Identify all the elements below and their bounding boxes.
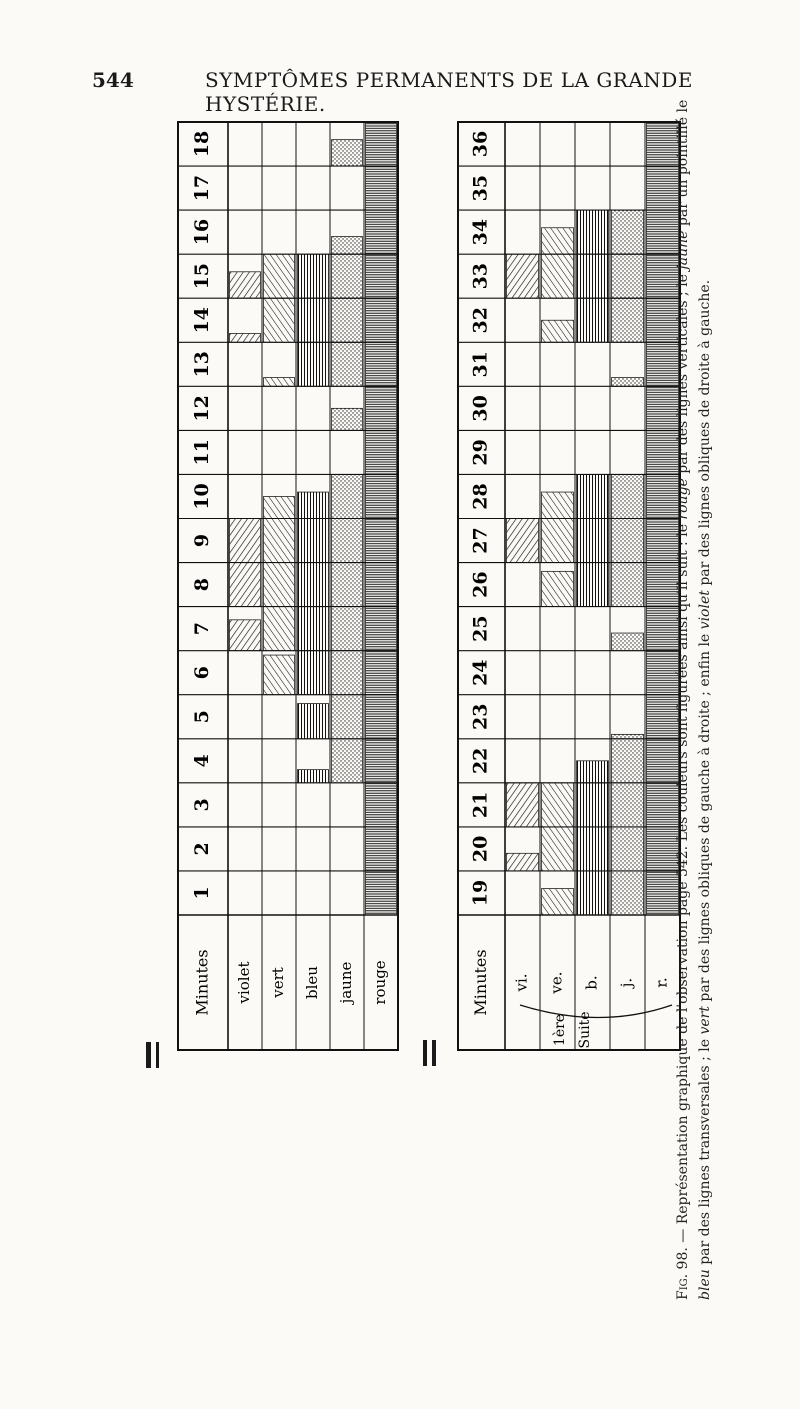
chart-ii-minute-22: 22 [469,747,492,775]
chart-i-fill-rouge-3 [366,783,397,827]
chart-ii-fill-bleu-33 [577,254,609,298]
chart-ii-fill-bleu-26 [577,563,609,607]
chart-i-minute-11: 11 [191,439,213,466]
chart-i-minute-9: 9 [191,533,213,548]
chart-ii-bracket-label-1: Suite [577,1011,593,1049]
chart-i-row-label-vert: vert [269,967,287,998]
caption-fig: Fig. 98. [675,1247,691,1300]
chart-i-fill-vert-13 [264,378,295,387]
chart-ii-minute-26: 26 [469,571,492,598]
chart-i-fill-rouge-2 [366,827,397,871]
chart-i-row-label-jaune: jaune [337,961,355,1004]
chart-ii-bracket [520,1005,672,1018]
chart-ii-fill-jaune-34 [612,210,644,254]
chart-i-fill-violet-8 [230,563,261,607]
chart-i-fill-bleu-9 [298,519,329,563]
chart-ii-minute-20: 20 [469,835,492,863]
chart-i-header-minutes: Minutes [192,949,212,1016]
chart-ii-fill-jaune-20 [612,827,644,871]
chart-ii-fill-jaune-26 [612,563,644,607]
chart-ii-fill-violet-21 [507,783,539,827]
chart-ii-fill-vert-19 [542,889,574,915]
chart-i-fill-bleu-14 [298,298,329,342]
chart-i-fill-bleu-6 [298,651,329,695]
chart-i-fill-jaune-14 [332,298,363,342]
chart-ii-fill-jaune-23 [612,734,644,738]
chart-i-fill-jaune-6 [332,651,363,695]
chart-ii-fill-vert-34 [542,228,574,254]
chart-ii [458,122,680,1050]
caption-jaune: jaune [675,230,691,270]
chart-i-minute-7: 7 [191,622,213,636]
chart-i-fill-bleu-7 [298,607,329,651]
caption-text-6: par des lignes obliques de droite à gauche. [697,279,713,591]
chart-i-minute-18: 18 [191,130,213,158]
chart-i-fill-jaune-4 [332,739,363,783]
chart-i-minute-2: 2 [191,842,213,856]
chart-ii-fill-bleu-22 [577,761,609,783]
chart-i-minute-3: 3 [191,798,213,812]
chart-i-fill-rouge-14 [366,298,397,342]
chart-ii-minute-33: 33 [469,262,492,290]
chart-ii-fill-bleu-32 [577,298,609,342]
caption-violet: violet [697,590,713,630]
caption-text-3: par un pointillé le [675,99,691,231]
chart-i-fill-vert-6 [264,655,295,695]
chart-i-fill-jaune-12 [332,408,363,430]
chart-i-fill-bleu-10 [298,492,329,518]
chart-i-fill-bleu-15 [298,254,329,298]
chart-i-fill-rouge-15 [366,254,397,298]
chart-ii-row-label-violet: vi. [512,973,531,992]
caption-text-2: par des lignes verticales ; le [675,269,691,479]
chart-ii-fill-jaune-25 [612,633,644,651]
chart-ii-fill-violet-27 [507,519,539,563]
chart-i-fill-rouge-8 [366,563,397,607]
chart-ii-fill-vert-33 [542,254,574,298]
chart-ii-row-label-rouge: r. [652,977,671,988]
chart-i-fill-bleu-8 [298,563,329,607]
chart-i-fill-vert-8 [264,563,295,607]
chart-i-row-label-bleu: bleu [303,966,321,999]
figure-caption [672,80,716,1300]
page-number: 544 [92,68,134,92]
chart-ii-fill-jaune-19 [612,871,644,915]
chart-i-minute-5: 5 [191,710,213,724]
caption-vert: vert [697,1006,713,1035]
chart-i-fill-vert-9 [264,519,295,563]
chart-i-fill-vert-14 [264,298,295,342]
chart-ii-fill-vert-32 [542,320,574,342]
chart-i-minute-1: 1 [191,886,213,900]
chart-ii-fill-vert-28 [542,492,574,518]
chart-ii-minute-28: 28 [469,483,492,510]
caption-text-4: par des lignes transversales ; le [697,1034,713,1270]
chart-i-fill-jaune-9 [332,519,363,563]
chart-i-fill-violet-7 [230,620,261,651]
chart-ii-row-label-vert: ve. [547,971,566,994]
chart-ii-fill-jaune-22 [612,739,644,783]
chart-ii-bracket-label-0: 1ère [552,1013,568,1047]
caption-rouge: rouge [675,478,691,520]
chart-i-fill-rouge-4 [366,739,397,783]
chart-i [178,122,398,1050]
chart-i-fill-bleu-5 [298,704,329,739]
chart-i-fill-rouge-5 [366,695,397,739]
chart-ii-fill-jaune-21 [612,783,644,827]
chart-i-fill-jaune-18 [332,140,363,166]
chart-ii-minute-30: 30 [469,395,492,422]
chart-ii-fill-jaune-28 [612,474,644,518]
chart-i-row-label-violet: violet [235,961,253,1004]
chart-ii-minute-24: 24 [469,659,492,686]
chart-ii-fill-violet-20 [507,853,539,871]
chart-i-fill-violet-9 [230,519,261,563]
chart-ii-fill-bleu-19 [577,871,609,915]
chart-i-fill-rouge-11 [366,430,397,474]
chart-i-fill-rouge-1 [366,871,397,915]
chart-i-minute-12: 12 [191,395,213,422]
chart-ii-fill-jaune-32 [612,298,644,342]
chart-i-fill-rouge-17 [366,166,397,210]
chart-i-fill-rouge-9 [366,519,397,563]
chart-i-fill-vert-10 [264,496,295,518]
chart-i-minute-14: 14 [191,307,213,334]
chart-i-fill-vert-7 [264,607,295,651]
chart-i-fill-jaune-10 [332,474,363,518]
chart-ii-fill-vert-20 [542,827,574,871]
chart-i-fill-jaune-8 [332,563,363,607]
chart-i-fill-bleu-13 [298,342,329,386]
chart-i-fill-rouge-12 [366,386,397,430]
chart-i-row-label-rouge: rouge [371,960,389,1005]
chart-i-fill-rouge-18 [366,122,397,166]
chart-ii-row-label-bleu: b. [582,975,601,990]
chart-i-fill-rouge-10 [366,474,397,518]
chart-i-fill-jaune-5 [332,695,363,739]
chart-ii-minute-34: 34 [469,218,492,246]
chart-ii-fill-bleu-20 [577,827,609,871]
chart-ii-fill-bleu-27 [577,519,609,563]
chart-ii-row-label-jaune: j. [617,977,636,988]
chart-ii-fill-bleu-21 [577,783,609,827]
chart-ii-minute-36: 36 [469,130,492,158]
chart-i-fill-rouge-16 [366,210,397,254]
chart-i-minute-16: 16 [191,218,213,246]
chart-ii-minute-27: 27 [469,527,492,554]
chart-i-minute-17: 17 [191,174,213,202]
chart-ii-fill-jaune-33 [612,254,644,298]
chart-ii-fill-vert-21 [542,783,574,827]
chart-i-fill-rouge-13 [366,342,397,386]
chart-i-label [146,1042,159,1068]
chart-i-fill-jaune-15 [332,254,363,298]
chart-i-fill-jaune-13 [332,342,363,386]
chart-i-fill-rouge-7 [366,607,397,651]
chart-ii-minute-35: 35 [469,174,492,202]
chart-ii-minute-23: 23 [469,703,492,730]
chart-ii-fill-vert-27 [542,519,574,563]
chart-i-minute-13: 13 [191,351,213,378]
caption-text-1: — Représentation graphique de l'observation page 542. Les couleurs sont figurées ainsi qu'il suit : le [675,519,691,1248]
chart-ii-minute-19: 19 [469,879,492,907]
chart-ii-fill-vert-26 [542,571,574,606]
chart-i-minute-15: 15 [191,262,213,290]
chart-ii-fill-bleu-28 [577,474,609,518]
chart-ii-fill-bleu-34 [577,210,609,254]
chart-i-fill-vert-15 [264,254,295,298]
chart-ii-minute-25: 25 [469,615,492,642]
chart-i-fill-jaune-16 [332,237,363,255]
chart-ii-fill-violet-33 [507,254,539,298]
chart-i-fill-jaune-7 [332,607,363,651]
chart-i-minute-8: 8 [191,577,213,592]
chart-ii-minute-32: 32 [469,307,492,334]
chart-i-fill-violet-14 [230,333,261,342]
caption-bleu: bleu [697,1269,713,1300]
running-head: SYMPTÔMES PERMANENTS DE LA GRANDE HYSTÉRIE. [205,68,693,116]
chart-ii-minute-31: 31 [469,351,492,378]
chart-i-minute-10: 10 [191,483,213,510]
chart-ii-fill-jaune-31 [612,378,644,387]
chart-i-fill-rouge-6 [366,651,397,695]
chart-ii-minute-21: 21 [469,791,492,819]
chart-ii-header-minutes: Minutes [471,949,490,1016]
chart-ii-label [423,1040,436,1066]
caption-text-5: par des lignes obliques de gauche à droite ; enfin le [697,629,713,1007]
chart-ii-minute-29: 29 [469,439,492,466]
chart-i-fill-violet-15 [230,272,261,298]
chart-ii-fill-jaune-27 [612,519,644,563]
chart-i-minute-6: 6 [191,666,213,680]
chart-i-minute-4: 4 [191,754,213,768]
chart-i-fill-bleu-4 [298,770,329,783]
